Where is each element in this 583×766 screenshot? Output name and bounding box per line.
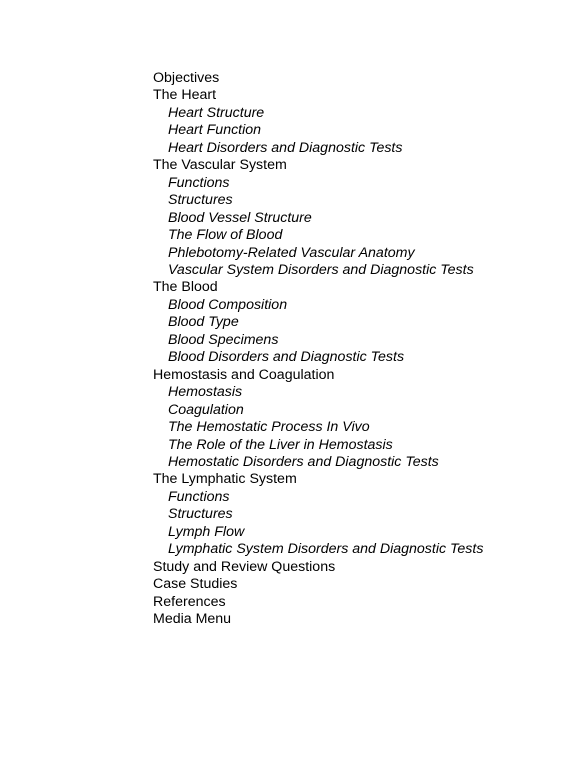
toc-subsection[interactable]: Blood Specimens [168, 331, 279, 348]
toc-subsection[interactable]: The Flow of Blood [168, 227, 283, 244]
toc-section[interactable]: Objectives [153, 70, 220, 86]
toc-subsection[interactable]: Hemostatic Disorders and Diagnostic Tests [168, 453, 439, 470]
toc-subsection[interactable]: The Role of the Liver in Hemostasis [168, 436, 393, 453]
toc-section[interactable]: Study and Review Questions [153, 558, 336, 575]
toc-subsection[interactable]: Functions [168, 174, 230, 191]
toc-subsection[interactable]: Blood Vessel Structure [168, 209, 312, 226]
toc-subsection[interactable]: Hemostasis [168, 384, 243, 401]
toc-section[interactable]: Hemostasis and Coagulation [153, 366, 335, 383]
toc-subsection[interactable]: Heart Disorders and Diagnostic Tests [168, 139, 403, 156]
toc-subsection[interactable]: Phlebotomy-Related Vascular Anatomy [168, 244, 415, 261]
toc-section[interactable]: Case Studies [153, 576, 238, 593]
toc-subsection[interactable]: Coagulation [168, 401, 244, 418]
toc-subsection[interactable]: Vascular System Disorders and Diagnostic Tests [168, 261, 474, 278]
toc-subsection[interactable]: Structures [168, 506, 233, 523]
toc-section[interactable]: The Vascular System [153, 157, 287, 174]
toc-section[interactable]: The Blood [153, 279, 218, 296]
toc-subsection[interactable]: Blood Composition [168, 296, 288, 313]
toc-subsection[interactable]: Heart Structure [168, 104, 265, 121]
toc-subsection[interactable]: The Hemostatic Process In Vivo [168, 419, 370, 436]
toc-section[interactable]: The Heart [153, 87, 217, 104]
toc-section[interactable]: The Lymphatic System [153, 471, 297, 488]
toc-subsection[interactable]: Structures [168, 192, 233, 209]
table-of-contents [153, 70, 483, 629]
toc-subsection[interactable]: Functions [168, 488, 230, 505]
toc-subsection[interactable]: Blood Disorders and Diagnostic Tests [168, 349, 405, 366]
toc-subsection[interactable]: Blood Type [168, 314, 239, 331]
toc-subsection[interactable]: Lymph Flow [168, 523, 245, 540]
toc-subsection[interactable]: Heart Function [168, 122, 262, 139]
toc-subsection[interactable]: Lymphatic System Disorders and Diagnostic Tests [168, 541, 484, 558]
toc-section[interactable]: Media Menu [153, 611, 232, 628]
toc-section[interactable]: References [153, 593, 226, 610]
